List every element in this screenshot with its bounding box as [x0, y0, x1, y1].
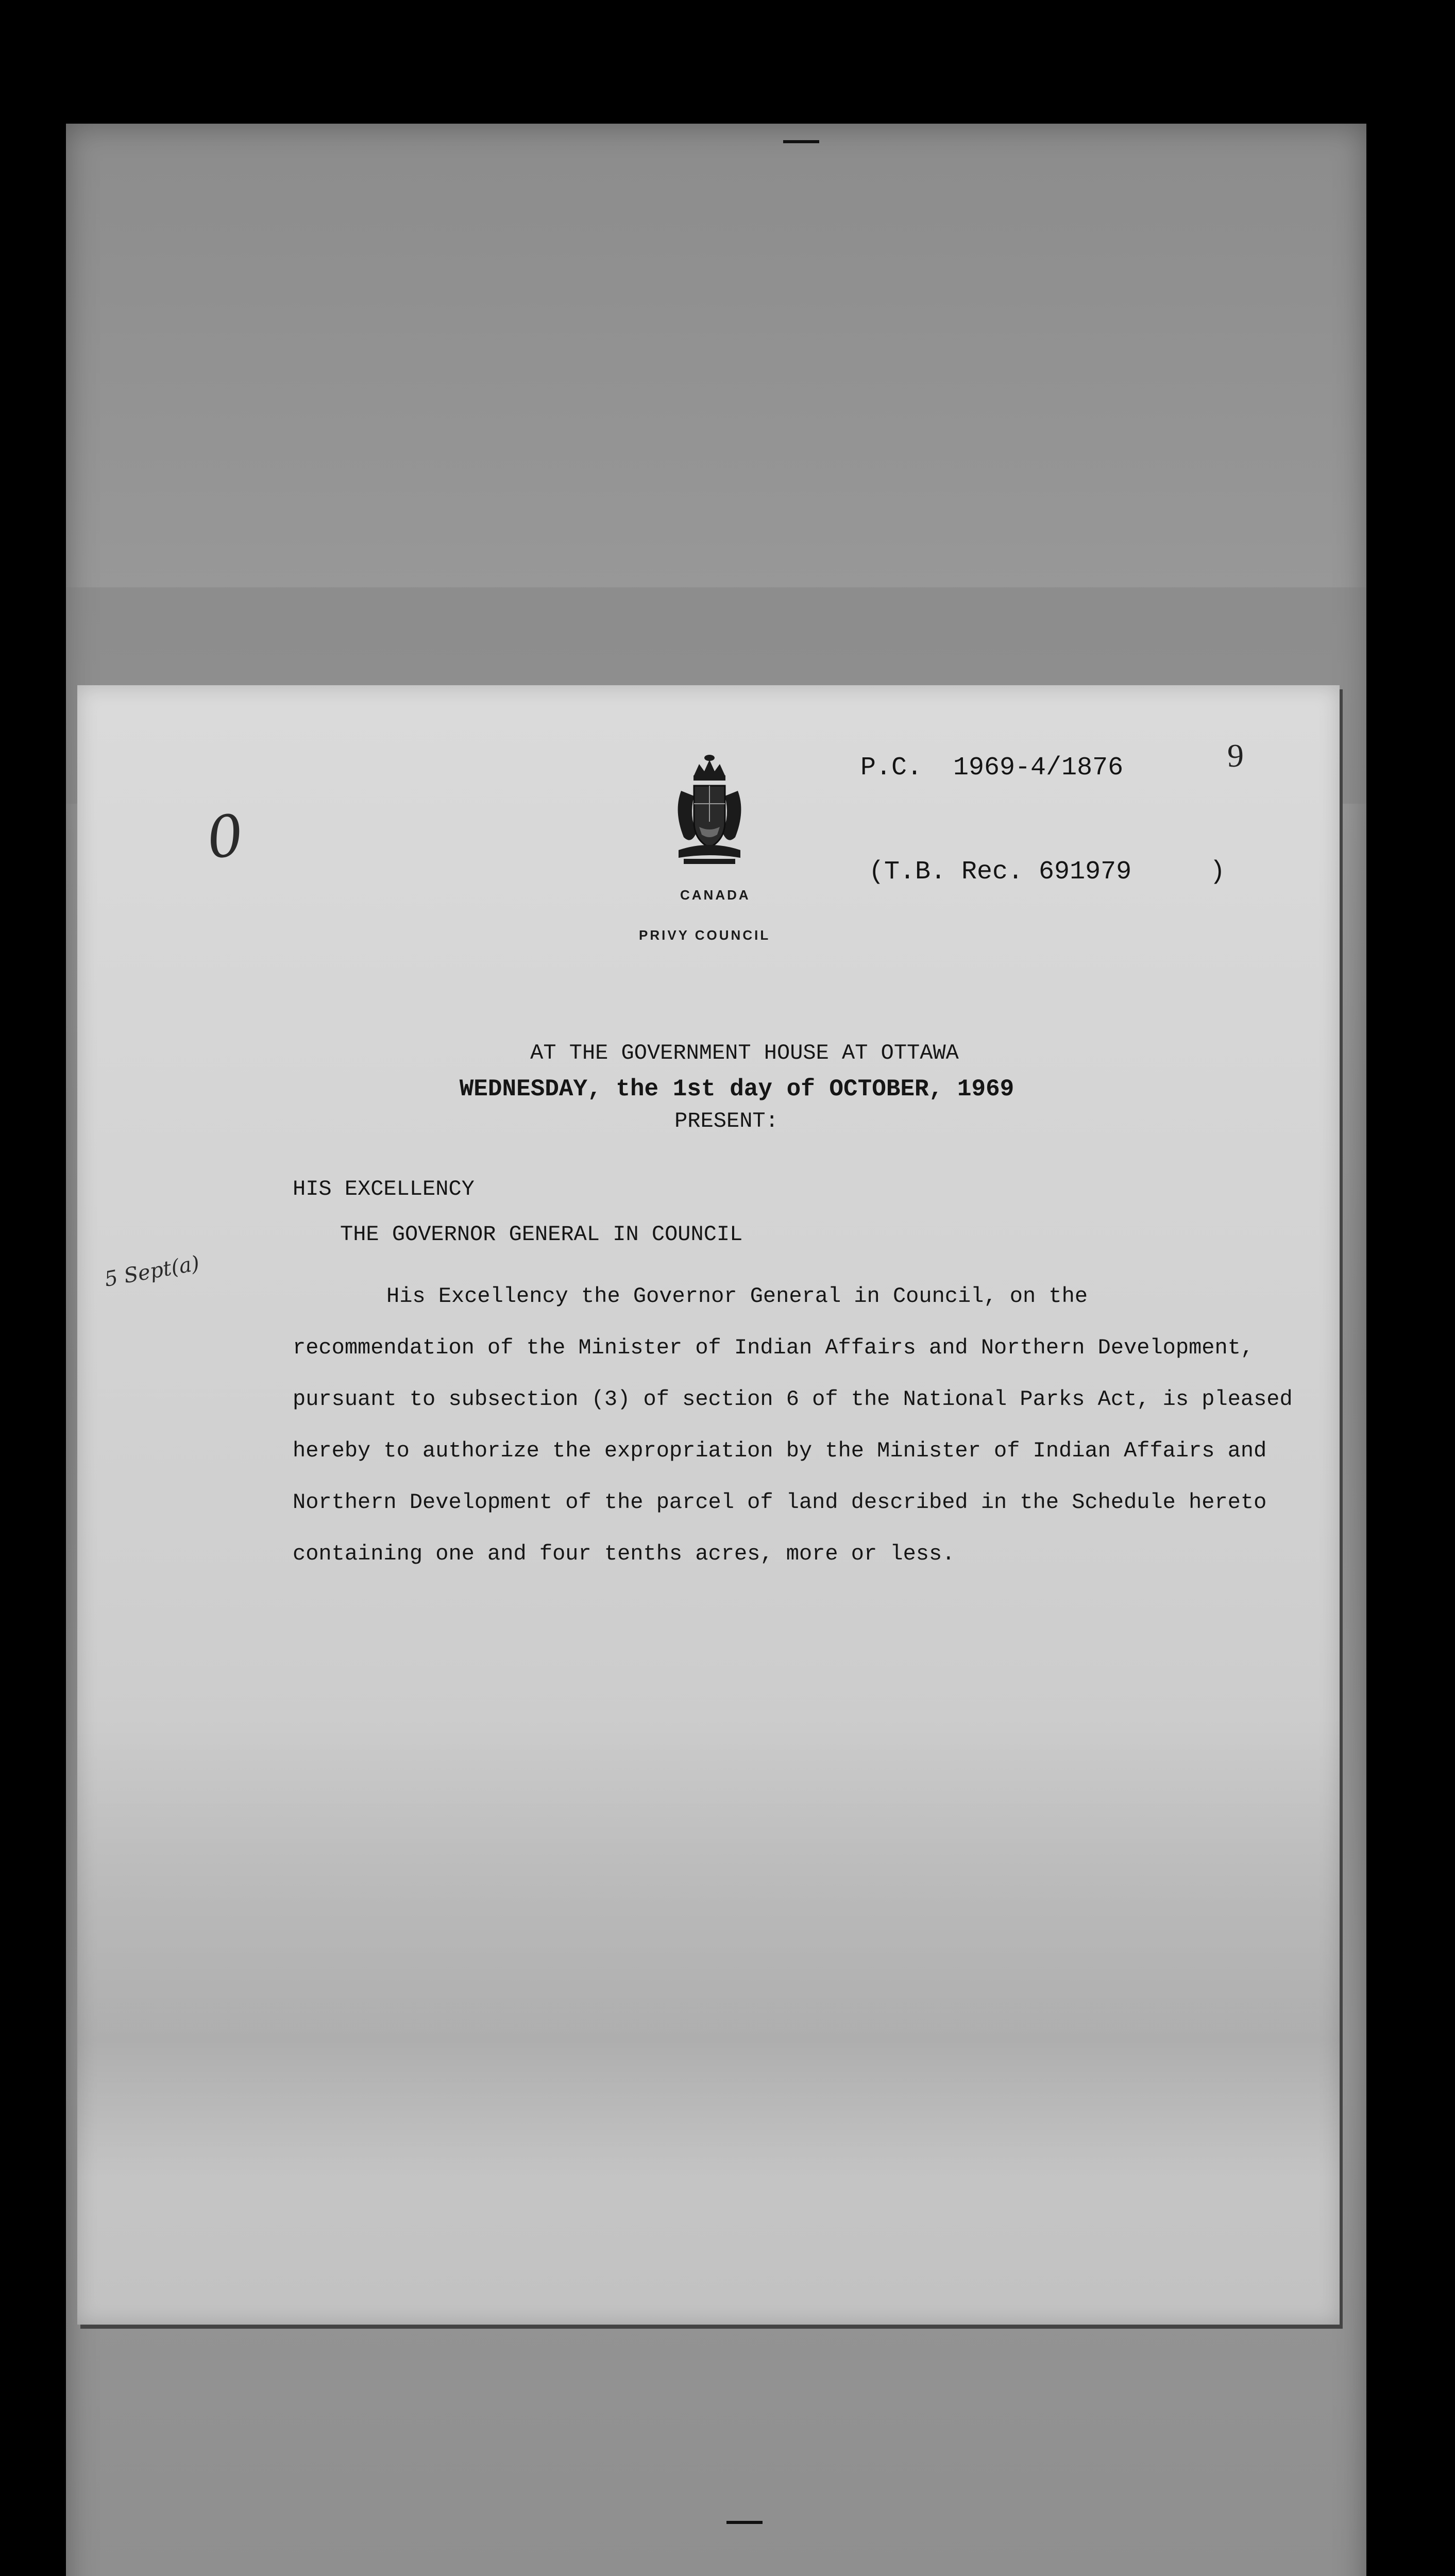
page-number: 9 [1227, 737, 1244, 774]
date-heading: WEDNESDAY, the 1st day of OCTOBER, 1969 [459, 1076, 1014, 1103]
body-line: Northern Development of the parcel of land described in the Schedule hereto [293, 1490, 1267, 1515]
location-heading: AT THE GOVERNMENT HOUSE AT OTTAWA [530, 1041, 959, 1065]
salutation-governor-general: THE GOVERNOR GENERAL IN COUNCIL [340, 1222, 743, 1247]
body-line: hereby to authorize the expropriation by the Minister of Indian Affairs and [293, 1438, 1267, 1463]
handwritten-margin-note: 5 Sept(a) [103, 1251, 201, 1292]
tb-record-number: (T.B. Rec. 691979 [869, 857, 1132, 887]
crest-office-label: PRIVY COUNCIL [639, 927, 771, 943]
body-line: His Excellency the Governor General in Council, on the [386, 1284, 1088, 1309]
film-registration-mark [783, 140, 819, 143]
order-in-council-sheet [77, 685, 1340, 2325]
sheet-shading [77, 1716, 1340, 2179]
handwritten-mark: 0 [202, 801, 248, 872]
body-line: containing one and four tenths acres, more or less. [293, 1541, 955, 1566]
film-registration-mark [726, 2521, 763, 2524]
crest-country-label: CANADA [680, 887, 751, 903]
order-body [293, 1270, 1302, 1580]
body-line: recommendation of the Minister of Indian Affairs and Northern Development, [293, 1335, 1254, 1360]
body-line: pursuant to subsection (3) of section 6 of the National Parks Act, is pleased [293, 1387, 1293, 1412]
coat-of-arms-icon [671, 755, 748, 866]
tb-record-close-paren: ) [1210, 857, 1226, 887]
salutation-his-excellency: HIS EXCELLENCY [293, 1177, 475, 1201]
pc-reference-number: P.C. 1969-4/1876 [860, 753, 1124, 783]
present-heading: PRESENT: [674, 1109, 779, 1133]
